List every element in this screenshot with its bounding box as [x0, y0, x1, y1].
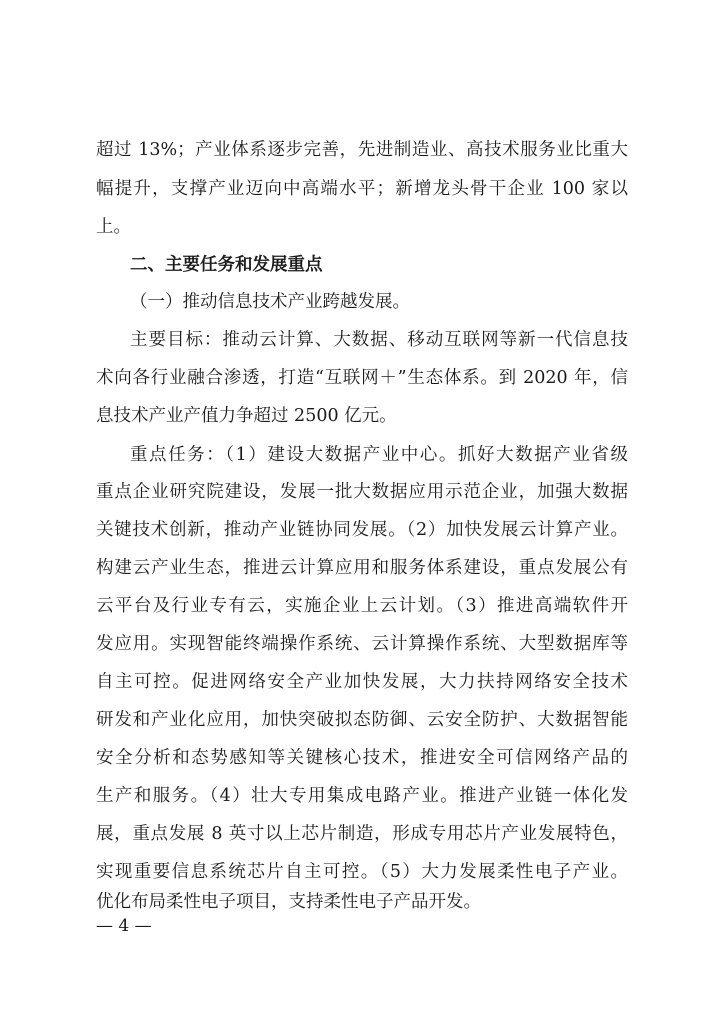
text-line: 幅提升，支撑产业迈向中高端水平；新增龙头骨干企业 100 家以 [96, 179, 628, 199]
text-line: 超过 13%；产业体系逐步完善，先进制造业、高技术服务业比重大 [96, 140, 628, 160]
text-line: 构建云产业生态，推进云计算应用和服务体系建设，重点发展公有 [96, 558, 628, 578]
text-line: 云平台及行业专有云，实施企业上云计划。（3）推进高端软件开 [96, 596, 628, 616]
text-line: 研发和产业化应用，加快突破拟态防御、云安全防护、大数据智能 [96, 710, 628, 730]
text-line: 重点企业研究院建设，发展一批大数据应用示范企业，加强大数据 [96, 482, 628, 502]
text-line: 主要目标：推动云计算、大数据、移动互联网等新一代信息技 [130, 330, 628, 350]
text-line: 息技术产业产值力争超过 2500 亿元。 [96, 406, 397, 426]
text-line: 发应用。实现智能终端操作系统、云计算操作系统、大型数据库等 [96, 634, 628, 654]
text-line: 生产和服务。（4）壮大专用集成电路产业。推进产业链一体化发 [96, 786, 628, 806]
text-line: 实现重要信息系统芯片自主可控。（5）大力发展柔性电子产业。 [96, 862, 628, 882]
text-line: 术向各行业融合渗透，打造“互联网＋”生态体系。到 2020 年，信 [96, 368, 628, 388]
text-line: 展，重点发展 8 英寸以上芯片制造，形成专用芯片产业发展特色， [96, 824, 628, 844]
text-line: 安全分析和态势感知等关键核心技术，推进安全可信网络产品的 [96, 748, 628, 768]
text-line: 关键技术创新，推动产业链协同发展。（2）加快发展云计算产业。 [96, 520, 628, 540]
section-heading: 二、主要任务和发展重点 [130, 255, 323, 275]
text-line: 自主可控。促进网络安全产业加快发展，大力扶持网络安全技术 [96, 672, 628, 692]
page-number: — 4 — [96, 916, 152, 936]
text-line: 优化布局柔性电子项目，支持柔性电子产品开发。 [96, 892, 481, 912]
subsection-heading: （一）推动信息技术产业跨越发展。 [130, 292, 410, 312]
text-line: 上。 [96, 217, 131, 237]
text-line: 重点任务：（1）建设大数据产业中心。抓好大数据产业省级 [130, 445, 628, 465]
